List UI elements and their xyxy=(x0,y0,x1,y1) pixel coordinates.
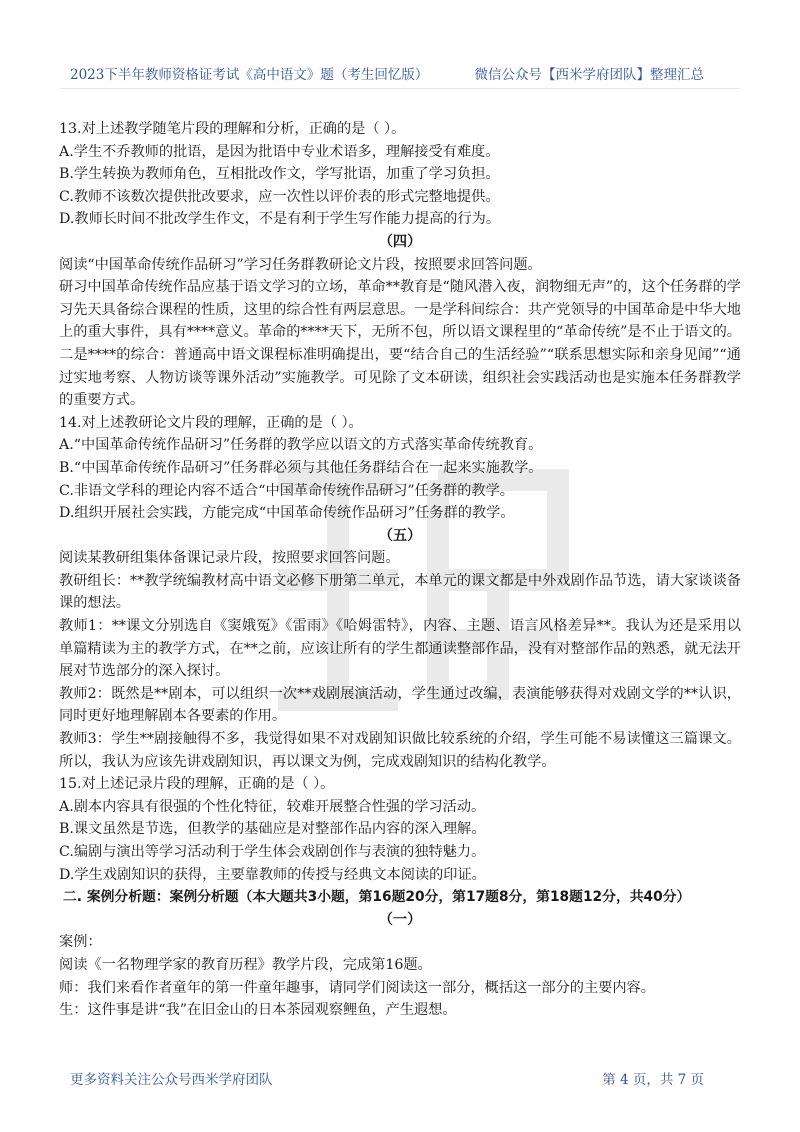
case-teacher-line: 师：我们来看作者童年的第一件童年趣事，请同学们阅读这一部分，概括这一部分的主要内容。 xyxy=(59,979,655,996)
section-4-title: （四） xyxy=(378,233,422,250)
question-13-stem: 13.对上述教学随笔片段的理解和分析，正确的是（ ）。 xyxy=(59,121,406,137)
case-label: 案例： xyxy=(59,934,102,951)
section-5-leader: 教研组长：**教学统编教材高中语文必修下册第二单元，本单元的课文都是中外戏剧作品节选，请大家谈谈备课的想法。 xyxy=(59,572,741,612)
section-5-intro: 阅读某教研组集体备课记录片段，按照要求回答问题。 xyxy=(59,550,400,567)
header-exam-title: 2023下半年教师资格证考试《高中语文》题（考生回忆版） xyxy=(70,67,429,83)
header-divider xyxy=(60,88,740,89)
question-15-option-d: D.学生戏剧知识的获得，主要靠教师的传授与经典文本阅读的印证。 xyxy=(59,866,486,883)
question-14-option-a: A.“中国革命传统作品研习”任务群的教学应以语文的方式落实革命传统教育。 xyxy=(59,437,543,454)
part-2-heading: 二. 案例分析题：案例分析题（本大题共3小题，第16题20分，第17题8分，第18题12分，共40分） xyxy=(63,889,691,906)
question-14-option-b: B.“中国革命传统作品研习”任务群必须与其他任务群结合在一起来实施教学。 xyxy=(59,459,543,476)
question-13-option-a: A.学生不乔教师的批语，是因为批语中专业术语多，理解接受有难度。 xyxy=(59,143,500,160)
question-15-stem: 15.对上述记录片段的理解，正确的是（ ）。 xyxy=(59,776,335,793)
part-2-subsection-title: （一） xyxy=(378,911,422,928)
question-13-option-d: D.教师长时间不批改学生作文，不是有利于学生写作能力提高的行为。 xyxy=(59,211,501,228)
case-student-line: 生：这件事是讲“我”在旧金山的日本茶园观察鲤鱼，产生遐想。 xyxy=(59,1002,457,1019)
section-5-title: （五） xyxy=(378,527,422,544)
question-15-option-b: B.课文虽然是节选，但教学的基础应是对整部作品内容的深入理解。 xyxy=(59,821,486,838)
question-13-option-b: B.学生转换为教师角色，互相批改作文，学写批语，加重了学习负担。 xyxy=(59,166,500,183)
question-14-option-c: C.非语文学科的理论内容不适合“中国革命传统作品研习”任务群的教学。 xyxy=(59,482,514,499)
question-13-option-c: C.教师不该数次提供批改要求，应一次性以评价表的形式完整地提供。 xyxy=(59,188,500,205)
question-15-option-a: A.剧本内容具有很强的个性化特征，较难开展整合性强的学习活动。 xyxy=(59,798,486,815)
question-15-option-c: C.编剧与演出等学习活动利于学生体会戏剧创作与表演的独特魅力。 xyxy=(59,844,486,860)
section-5-teacher-2: 教师2：既然是**剧本，可以组织一次**戏剧展演活动，学生通过改编，表演能够获得对戏剧文学的**认识，同时更好地理解剧本各要素的作用。 xyxy=(59,685,741,725)
section-4-passage: 研习中国革命传统作品应基于语文学习的立场，革命**教育是“随风潜入夜，润物细无声”的，这个任务群的学习先天具备综合课程的性质，这里的综合性有两层意思。一是学科间综合：共产党领导的中国革命是中华大地上的重大事件，具有****意义。革命的****天下，无所不包，所以语文课程里的“革命传统”是不止于语文的。二是****的综合：普通高中语文课程标准明确提出，要“结合自己的生活经验”“联系思想实际和亲身见闻”“通过实地考察、人物访谈等课外活动”实施教学。可见除了文本研读，组织社会实践活动也是实施本任务群教学的重要方式。 xyxy=(59,279,741,409)
page-header xyxy=(0,63,800,83)
page-content xyxy=(59,118,741,1022)
footer-promo: 更多资料关注公众号西米学府团队 xyxy=(70,1072,273,1088)
section-5-teacher-1: 教师1：**课文分别选自《窦娥冤》《雷雨》《哈姆雷特》，内容、主题、语言风格差异**。我认为还是采用以单篇精读为主的教学方式，在**之前，应该让所有的学生都通读整部作品，没有对整部作品的熟悉，就无法开展对节选部分的深入探讨。 xyxy=(59,618,741,680)
question-14-option-d: D.组织开展社会实践，方能完成“中国革命传统作品研习”任务群的教学。 xyxy=(59,505,515,522)
header-source: 微信公众号【西米学府团队】整理汇总 xyxy=(474,67,704,83)
case-intro: 阅读《一名物理学家的教育历程》教学片段，完成第16题。 xyxy=(59,956,432,973)
section-4-intro: 阅读“中国革命传统作品研习”学习任务群教研论文片段，按照要求回答问题。 xyxy=(59,256,542,273)
section-5-teacher-3: 教师3：学生**剧接触得不多，我觉得如果不对戏剧知识做比较系统的介绍，学生可能不易读懂这三篇课文。所以，我认为应该先讲戏剧知识，再以课文为例，完成戏剧知识的结构化教学。 xyxy=(59,731,741,770)
question-14-stem: 14.对上述教研论文片段的理解，正确的是（ ）。 xyxy=(59,414,363,431)
footer-page-number: 第 4 页，共 7 页 xyxy=(602,1072,704,1088)
